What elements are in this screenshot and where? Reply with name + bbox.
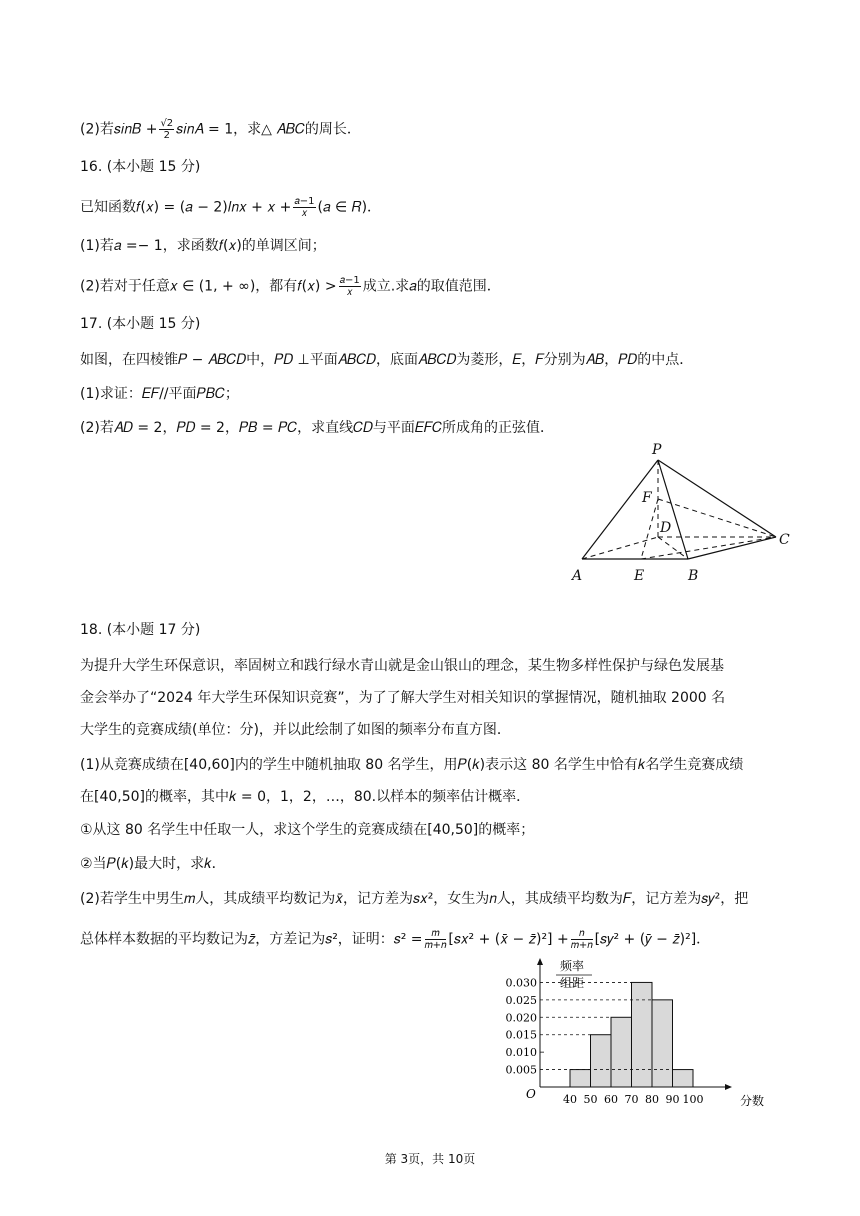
fraction-denominator: 𝑚+𝑛	[424, 940, 447, 951]
q18-paragraph-line-3: 大学生的竞赛成绩(单位：分)，并以此绘制了如图的频率分布直方图．	[80, 722, 511, 738]
label-P: P	[652, 442, 662, 458]
edge-PB	[658, 460, 688, 559]
fraction-numerator: 𝑚	[425, 928, 447, 940]
q17-part1: (1)求证：𝐸𝐹//平面𝑃𝐵𝐶；	[80, 386, 239, 402]
ylabel-bottom: 组距	[560, 976, 585, 990]
q17-intro: 如图，在四棱锥𝑃 − 𝐴𝐵𝐶𝐷中，𝑃𝐷 ⊥平面𝐴𝐵𝐶𝐷，底面𝐴𝐵𝐶𝐷为菱形，𝐸，𝐹分别为𝐴𝐵，𝑃𝐷的中点．	[80, 352, 694, 368]
y-tick-label: 0.025	[505, 993, 537, 1007]
label-E: E	[634, 568, 645, 584]
edge-PC	[658, 460, 776, 537]
text-segment: (𝑎 ∈ 𝑅)．	[317, 199, 382, 216]
label-A: A	[572, 568, 583, 584]
edge-BC	[688, 537, 776, 559]
y-tick-label: 0.010	[505, 1046, 537, 1060]
x-tick-label: 70	[624, 1093, 639, 1106]
q18-heading: 18. (本小题 17 分)	[80, 622, 201, 638]
y-tick-label: 0.030	[505, 976, 537, 990]
fraction	[159, 118, 174, 141]
fraction	[425, 928, 447, 951]
x-tick-label: 40	[563, 1093, 577, 1106]
x-tick-label: 60	[604, 1093, 618, 1106]
q18-paragraph-line-2: 金会举办了“2024 年大学生环保知识竞赛”，为了了解大学生对相关知识的掌握情况，随机抽取 2000 名	[80, 690, 726, 706]
y-axis-arrow	[537, 958, 543, 965]
x-tick-label: 50	[583, 1093, 598, 1106]
frequency-histogram	[500, 955, 790, 1115]
q16-intro-line	[80, 196, 381, 219]
text-segment: (2)若对于任意𝑥 ∈ (1, + ∞)，都有𝑓(𝑥) >	[80, 278, 337, 295]
text-segment: 成立.求𝑎的取值范围．	[362, 278, 501, 295]
x-axis-arrow	[725, 1084, 732, 1090]
q16-part1: (1)若𝑎 =− 1，求函数𝑓(𝑥)的单调区间；	[80, 238, 326, 254]
text-segment: (2)若𝑠𝑖𝑛𝐵 +	[80, 121, 158, 138]
q16-heading: 16. (本小题 15 分)	[80, 159, 201, 175]
fraction-numerator: 𝑎−1	[339, 275, 360, 286]
edge-FE	[641, 499, 658, 559]
fraction-denominator: 𝑥	[346, 287, 353, 298]
text-segment: 已知函数𝑓(𝑥) = (𝑎 − 2)𝑙𝑛𝑥 + 𝑥 +	[80, 199, 292, 216]
y-tick-label: 0.015	[505, 1028, 537, 1042]
q18-part1-subquestion-1: ①从这 80 名学生中任取一人，求这个学生的竞赛成绩在[40,50]的概率；	[80, 822, 535, 838]
x-tick-label: 90	[665, 1093, 680, 1106]
fraction-denominator: 𝑚+𝑛	[570, 940, 593, 951]
text-segment: 𝑠𝑖𝑛𝐴 = 1，求△ 𝐴𝐵𝐶的周长．	[176, 121, 361, 138]
fraction-numerator: 𝑎−1	[294, 196, 315, 207]
histogram-bar	[570, 1070, 591, 1087]
page-footer: 第 3页，共 10页	[384, 1152, 476, 1166]
label-C: C	[779, 532, 790, 548]
fraction-denominator: 𝑥	[301, 208, 308, 219]
xlabel: 分数	[740, 1094, 765, 1108]
y-tick-label: 0.005	[505, 1063, 537, 1077]
label-B: B	[688, 568, 699, 584]
fraction-numerator: 𝑛	[571, 928, 593, 940]
text-segment: [𝑠𝑥² + (𝑥̄ − 𝑧̄)²] +	[448, 931, 569, 948]
q18-part2-line-2	[80, 928, 710, 951]
label-F: F	[642, 490, 652, 506]
fraction-numerator: √2	[160, 118, 174, 129]
edge-PA	[582, 460, 658, 559]
edge-EC	[641, 537, 776, 559]
q18-part1-line-1: (1)从竞赛成绩在[40,60]内的学生中随机抽取 80 名学生，用𝑃(𝑘)表示这 80 名学生中恰有𝑘名学生竞赛成绩	[80, 757, 744, 773]
q18-paragraph-line-1: 为提升大学生环保意识，率固树立和践行绿水青山就是金山银山的理念，某生物多样性保护与绿色发展基	[80, 658, 724, 674]
q16-part2-line	[80, 275, 501, 298]
q17-heading: 17. (本小题 15 分)	[80, 316, 201, 332]
q15-part2-line	[80, 118, 361, 141]
q18-part1-subquestion-2: ②当𝑃(𝑘)最大时，求𝑘．	[80, 856, 226, 872]
histogram-bar	[632, 982, 653, 1087]
fraction	[339, 275, 361, 298]
edge-AD	[582, 537, 658, 559]
q17-part2: (2)若𝐴𝐷 = 2，𝑃𝐷 = 2，𝑃𝐵 = 𝑃𝐶，求直线𝐶𝐷与平面𝐸𝐹𝐶所成角的正弦值．	[80, 420, 555, 436]
q18-part1-line-2: 在[40,50]的概率，其中𝑘 = 0，1，2，…，80.以样本的频率估计概率．	[80, 789, 531, 805]
fraction	[571, 928, 593, 951]
pyramid-figure	[560, 440, 800, 590]
text-segment: [𝑠𝑦² + (𝑦̄ − 𝑧̄)²]．	[594, 931, 711, 948]
q18-part2-line-1: (2)若学生中男生𝑚人，其成绩平均数记为𝑥̄，记方差为𝑠𝑥²，女生为𝑛人，其成绩平均数为𝐹，记方差为𝑠𝑦²，把	[80, 891, 749, 907]
origin-label: O	[526, 1087, 536, 1101]
x-tick-label: 100	[682, 1093, 704, 1106]
text-segment: 总体样本数据的平均数记为𝑧̄，方差记为𝑠²，证明：𝑠² =	[80, 931, 423, 948]
histogram-bar	[652, 1000, 673, 1087]
x-tick-label: 80	[645, 1093, 659, 1106]
fraction	[293, 196, 315, 219]
histogram-bar	[611, 1017, 632, 1087]
label-D: D	[660, 520, 672, 536]
histogram-bar	[591, 1035, 612, 1087]
fraction-denominator: 2	[163, 130, 170, 141]
histogram-bar	[673, 1070, 694, 1087]
y-tick-label: 0.020	[505, 1011, 537, 1025]
ylabel-top: 频率	[560, 959, 585, 973]
